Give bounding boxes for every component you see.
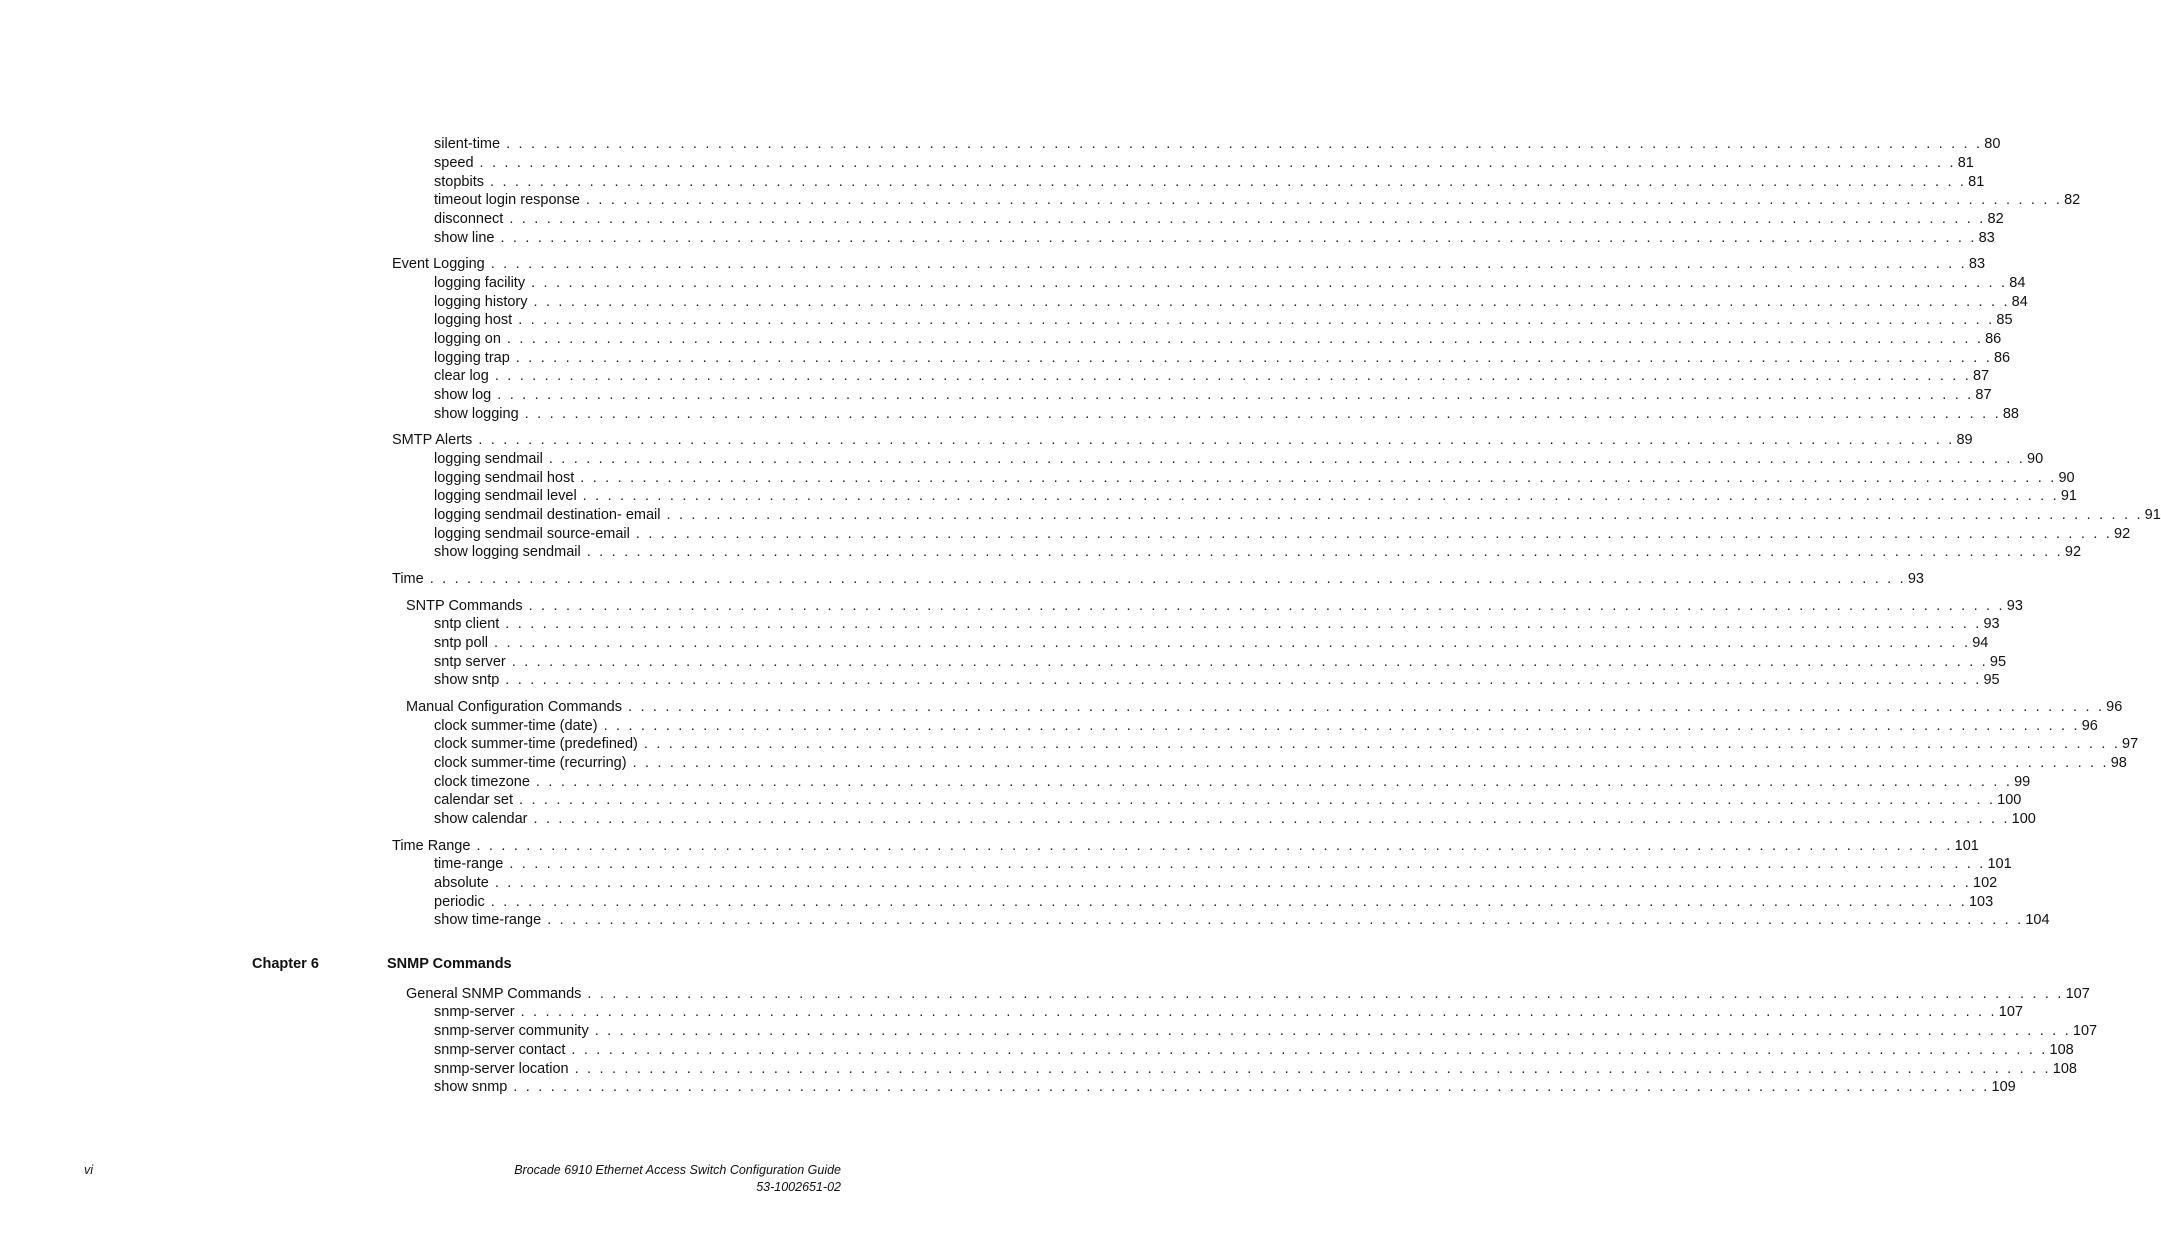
toc-entry[interactable] [434, 543, 2082, 562]
toc-entry[interactable] [434, 810, 2036, 829]
dot-leader: . . . . . . . . . . . . . . . . . . . . . . . . . . . . . . . . . . . . . . . . . . . . . . . . . . . . . . . . . . . . . . . . . . . . . . . . . . . . . . . . . . . . . . . . . . . . . . . . . . . . . . . . . . . . . . . . . . . . . . . [494, 875, 1971, 891]
dot-leader: . . . . . . . . . . . . . . . . . . . . . . . . . . . . . . . . . . . . . . . . . . . . . . . . . . . . . . . . . . . . . . . . . . . . . . . . . . . . . . . . . . . . . . . . . . . . . . . . . . . . . . . . . . . . . . . . . . . . . . . [506, 331, 1984, 347]
toc-entry-title: logging history [434, 294, 528, 310]
toc-entry-page: 90 [2058, 470, 2075, 486]
dot-leader: . . . . . . . . . . . . . . . . . . . . . . . . . . . . . . . . . . . . . . . . . . . . . . . . . . . . . . . . . . . . . . . . . . . . . . . . . . . . . . . . . . . . . . . . . . . . . . . . . . . . . . . . . . . . . . . . . . . . . . . [524, 406, 2001, 422]
toc-entry-title: Time Range [392, 838, 471, 854]
toc-entry-page: 84 [2009, 275, 2026, 291]
dot-leader: . . . . . . . . . . . . . . . . . . . . . . . . . . . . . . . . . . . . . . . . . . . . . . . . . . . . . . . . . . . . . . . . . . . . . . . . . . . . . . . . . . . . . . . . . . . . . . . . . . . . . . . . . . . . . . . . . . . . . . . [574, 1061, 2051, 1077]
chapter-title: SNMP Commands [387, 956, 512, 972]
toc-entry-page: 98 [2110, 755, 2127, 771]
toc-entry-page: 93 [2006, 598, 2023, 614]
toc-entry-title: show log [434, 387, 492, 403]
toc-entry[interactable] [434, 469, 2075, 488]
toc-entry[interactable] [434, 525, 2131, 544]
toc-entry-page: 96 [2106, 699, 2123, 715]
toc-entry-page: 99 [2014, 774, 2031, 790]
dot-leader: . . . . . . . . . . . . . . . . . . . . . . . . . . . . . . . . . . . . . . . . . . . . . . . . . . . . . . . . . . . . . . . . . . . . . . . . . . . . . . . . . . . . . . . . . . . . . . . . . . . . . . . . . . . . . . . . . . . . . . . [531, 275, 2008, 291]
toc-entry-page: 104 [2025, 912, 2050, 928]
dot-leader: . . . . . . . . . . . . . . . . . . . . . . . . . . . . . . . . . . . . . . . . . . . . . . . . . . . . . . . . . . . . . . . . . . . . . . . . . . . . . . . . . . . . . . . . . . . . . . . . . . . . . . . . . . . . . . . . . . . . . . . [478, 432, 1955, 448]
toc-entry-page: 91 [2060, 488, 2077, 504]
toc-entry-page: 85 [1996, 312, 2013, 328]
dot-leader: . . . . . . . . . . . . . . . . . . . . . . . . . . . . . . . . . . . . . . . . . . . . . . . . . . . . . . . . . . . . . . . . . . . . . . . . . . . . . . . . . . . . . . . . . . . . . . . . . . . . . . . . . . . . . . . . . . . . . . . [571, 1042, 2048, 1058]
toc-entry[interactable] [434, 330, 2002, 349]
toc-entry-page: 92 [2064, 544, 2082, 560]
toc-entry-title: snmp-server contact [434, 1042, 566, 1058]
toc-entry-title: logging sendmail destination- email [434, 507, 661, 523]
toc-entry[interactable] [434, 173, 1985, 192]
toc-entry-page: 103 [1968, 894, 1994, 910]
dot-leader: . . . . . . . . . . . . . . . . . . . . . . . . . . . . . . . . . . . . . . . . . . . . . . . . . . . . . . . . . . . . . . . . . . . . . . . . . . . . . . . . . . . . . . . . . . . . . . . . . . . . . . . . . . . . . . . . . . . . . . . [479, 155, 1956, 171]
toc-entry-title: clock summer-time (date) [434, 718, 598, 734]
toc-entry[interactable] [434, 773, 2031, 792]
dot-leader: . . . . . . . . . . . . . . . . . . . . . . . . . . . . . . . . . . . . . . . . . . . . . . . . . . . . . . . . . . . . . . . . . . . . . . . . . . . . . . . . . . . . . . . . . . . . . . . . . . . . . . . . . . . . . . . . . . . . . . . [548, 451, 2025, 467]
toc-entry-title: sntp client [434, 616, 500, 632]
dot-leader: . . . . . . . . . . . . . . . . . . . . . . . . . . . . . . . . . . . . . . . . . . . . . . . . . . . . . . . . . . . . . . . . . . . . . . . . . . . . . . . . . . . . . . . . . . . . . . . . . . . . . . . . . . . . . . . . . . . . . . . [520, 1004, 1997, 1020]
dot-leader: . . . . . . . . . . . . . . . . . . . . . . . . . . . . . . . . . . . . . . . . . . . . . . . . . . . . . . . . . . . . . . . . . . . . . . . . . . . . . . . . . . . . . . . . . . . . . . . . . . . . . . . . . . . . . . . . . . . . . . . [528, 598, 2005, 614]
toc-entry-title: show calendar [434, 811, 528, 827]
toc-entry[interactable] [434, 855, 2012, 874]
toc-entry-page: 95 [1989, 654, 2007, 670]
toc-entry-page: 80 [1984, 136, 2001, 152]
dot-leader: . . . . . . . . . . . . . . . . . . . . . . . . . . . . . . . . . . . . . . . . . . . . . . . . . . . . . . . . . . . . . . . . . . . . . . . . . . . . . . . . . . . . . . . . . . . . . . . . . . . . . . . . . . . . . . . . . . . . . . . [515, 350, 1992, 366]
toc-entry-title: timeout login response [434, 192, 580, 208]
toc-entry-title: show logging sendmail [434, 544, 581, 560]
toc-entry[interactable] [434, 653, 2007, 672]
toc-entry[interactable] [434, 229, 1995, 248]
toc-entry-title: SNTP Commands [406, 598, 523, 614]
dot-leader: . . . . . . . . . . . . . . . . . . . . . . . . . . . . . . . . . . . . . . . . . . . . . . . . . . . . . . . . . . . . . . . . . . . . . . . . . . . . . . . . . . . . . . . . . . . . . . . . . . . . . . . . . . . . . . . . . . . . . . . [509, 211, 1986, 227]
toc-entry-page: 82 [1987, 211, 2004, 227]
toc-entry[interactable] [434, 1022, 2098, 1041]
toc-entry-page: 87 [1972, 368, 1990, 384]
toc-entry-page: 95 [1983, 672, 2000, 688]
toc-entry[interactable] [434, 274, 2026, 293]
toc-entry-page: 108 [2052, 1061, 2077, 1077]
dot-leader: . . . . . . . . . . . . . . . . . . . . . . . . . . . . . . . . . . . . . . . . . . . . . . . . . . . . . . . . . . . . . . . . . . . . . . . . . . . . . . . . . . . . . . . . . . . . . . . . . . . . . . . . . . . . . . . . . . . . . . . [511, 654, 1988, 670]
toc-entry-title: Time [392, 571, 424, 587]
toc-entry-page: 94 [1972, 635, 1989, 651]
toc-entry[interactable] [434, 874, 1998, 893]
toc-entry[interactable] [434, 735, 2139, 754]
toc-entry-title: absolute [434, 875, 489, 891]
toc-entry-title: show time-range [434, 912, 542, 928]
toc-entry-title: logging facility [434, 275, 526, 291]
toc-entry-page: 82 [2064, 192, 2081, 208]
toc-entry-title: sntp poll [434, 635, 489, 651]
toc-entry[interactable] [434, 615, 2000, 634]
toc-entry-page: 100 [1997, 792, 2022, 808]
toc-entry-title: snmp-server community [434, 1023, 589, 1039]
toc-entry-title: disconnect [434, 211, 504, 227]
toc-entry-title: logging on [434, 331, 501, 347]
toc-entry[interactable] [434, 893, 1994, 912]
toc-entry-title: logging sendmail [434, 451, 543, 467]
toc-entry-page: 107 [2065, 986, 2090, 1002]
toc-entry-title: speed [434, 155, 474, 171]
toc-entry[interactable] [434, 191, 2081, 210]
dot-leader: . . . . . . . . . . . . . . . . . . . . . . . . . . . . . . . . . . . . . . . . . . . . . . . . . . . . . . . . . . . . . . . . . . . . . . . . . . . . . . . . . . . . . . . . . . . . . . . . . . . . . . . . . . . . . . . . . . . . . . . [603, 718, 2080, 734]
footer-doc-title: Brocade 6910 Ethernet Access Switch Configuration Guide [514, 1163, 841, 1177]
dot-leader: . . . . . . . . . . . . . . . . . . . . . . . . . . . . . . . . . . . . . . . . . . . . . . . . . . . . . . . . . . . . . . . . . . . . . . . . . . . . . . . . . . . . . . . . . . . . . . . . . . . . . . . . . . . . . . . . . . . . . . . [585, 192, 2063, 208]
toc-entry-page: 90 [2027, 451, 2044, 467]
dot-leader: . . . . . . . . . . . . . . . . . . . . . . . . . . . . . . . . . . . . . . . . . . . . . . . . . . . . . . . . . . . . . . . . . . . . . . . . . . . . . . . . . . . . . . . . . . . . . . . . . . . . . . . . . . . . . . . . . . . . . . . [586, 544, 2063, 560]
toc-entry-title: logging sendmail level [434, 488, 577, 504]
toc-entry[interactable] [434, 1041, 2074, 1060]
toc-entry-title: logging sendmail source-email [434, 526, 630, 542]
toc-entry-page: 100 [2011, 811, 2036, 827]
dot-leader: . . . . . . . . . . . . . . . . . . . . . . . . . . . . . . . . . . . . . . . . . . . . . . . . . . . . . . . . . . . . . . . . . . . . . . . . . . . . . . . . . . . . . . . . . . . . . . . . . . . . . . . . . . . . . . . . . . . . . . . [587, 986, 2064, 1002]
toc-entry-page: 93 [1907, 571, 1924, 587]
toc-entry-title: clock timezone [434, 774, 530, 790]
toc-entry[interactable] [392, 837, 1979, 856]
toc-entry[interactable] [434, 1078, 2016, 1097]
dot-leader: . . . . . . . . . . . . . . . . . . . . . . . . . . . . . . . . . . . . . . . . . . . . . . . . . . . . . . . . . . . . . . . . . . . . . . . . . . . . . . . . . . . . . . . . . . . . . . . . . . . . . . . . . . . . . . . . . . . . . . . [547, 912, 2024, 928]
toc-entry-page: 84 [2011, 294, 2028, 310]
toc-entry-page: 96 [2081, 718, 2098, 734]
chapter-label: Chapter 6 [252, 956, 319, 972]
toc-entry-page: 89 [1956, 432, 1973, 448]
dot-leader: . . . . . . . . . . . . . . . . . . . . . . . . . . . . . . . . . . . . . . . . . . . . . . . . . . . . . . . . . . . . . . . . . . . . . . . . . . . . . . . . . . . . . . . . . . . . . . . . . . . . . . . . . . . . . . . . . . . . . . . [594, 1023, 2071, 1039]
toc-entry-page: 81 [1968, 174, 1985, 190]
toc-entry[interactable] [392, 431, 1973, 450]
toc-entry-title: logging trap [434, 350, 510, 366]
dot-leader: . . . . . . . . . . . . . . . . . . . . . . . . . . . . . . . . . . . . . . . . . . . . . . . . . . . . . . . . . . . . . . . . . . . . . . . . . . . . . . . . . . . . . . . . . . . . . . . . . . . . . . . . . . . . . . . . . . . . . . . [533, 294, 2010, 310]
toc-entry-title: clear log [434, 368, 489, 384]
toc-entry[interactable] [434, 210, 2004, 229]
toc-entry-title: snmp-server [434, 1004, 515, 1020]
toc-entry-page: 86 [1985, 331, 2002, 347]
dot-leader: . . . . . . . . . . . . . . . . . . . . . . . . . . . . . . . . . . . . . . . . . . . . . . . . . . . . . . . . . . . . . . . . . . . . . . . . . . . . . . . . . . . . . . . . . . . . . . . . . . . . . . . . . . . . . . . . . . . . . . . [635, 526, 2113, 542]
toc-entry-page: 102 [1973, 875, 1998, 891]
dot-leader: . . . . . . . . . . . . . . . . . . . . . . . . . . . . . . . . . . . . . . . . . . . . . . . . . . . . . . . . . . . . . . . . . . . . . . . . . . . . . . . . . . . . . . . . . . . . . . . . . . . . . . . . . . . . . . . . . . . . . . . [497, 387, 1974, 403]
dot-leader: . . . . . . . . . . . . . . . . . . . . . . . . . . . . . . . . . . . . . . . . . . . . . . . . . . . . . . . . . . . . . . . . . . . . . . . . . . . . . . . . . . . . . . . . . . . . . . . . . . . . . . . . . . . . . . . . . . . . . . . [490, 256, 1967, 272]
dot-leader: . . . . . . . . . . . . . . . . . . . . . . . . . . . . . . . . . . . . . . . . . . . . . . . . . . . . . . . . . . . . . . . . . . . . . . . . . . . . . . . . . . . . . . . . . . . . . . . . . . . . . . . . . . . . . . . . . . . . . . . [476, 838, 1953, 854]
toc-entry[interactable] [392, 570, 1924, 589]
toc-entry-title: show snmp [434, 1079, 508, 1095]
dot-leader: . . . . . . . . . . . . . . . . . . . . . . . . . . . . . . . . . . . . . . . . . . . . . . . . . . . . . . . . . . . . . . . . . . . . . . . . . . . . . . . . . . . . . . . . . . . . . . . . . . . . . . . . . . . . . . . . . . . . . . . [429, 571, 1906, 587]
toc-entry[interactable] [434, 506, 2161, 525]
toc-entry[interactable] [434, 487, 2077, 506]
toc-entry-title: SMTP Alerts [392, 432, 473, 448]
toc-entry-page: 83 [1978, 230, 1995, 246]
dot-leader: . . . . . . . . . . . . . . . . . . . . . . . . . . . . . . . . . . . . . . . . . . . . . . . . . . . . . . . . . . . . . . . . . . . . . . . . . . . . . . . . . . . . . . . . . . . . . . . . . . . . . . . . . . . . . . . . . . . . . . . [500, 230, 1977, 246]
toc-entry-title: show line [434, 230, 495, 246]
footer-doc-number: 53-1002651-02 [756, 1180, 841, 1194]
toc-entry[interactable] [406, 985, 2090, 1004]
toc-entry[interactable] [434, 717, 2098, 736]
toc-entry-title: show sntp [434, 672, 500, 688]
dot-leader: . . . . . . . . . . . . . . . . . . . . . . . . . . . . . . . . . . . . . . . . . . . . . . . . . . . . . . . . . . . . . . . . . . . . . . . . . . . . . . . . . . . . . . . . . . . . . . . . . . . . . . . . . . . . . . . . . . . . . . . [506, 136, 1983, 152]
toc-entry[interactable] [434, 791, 2022, 810]
dot-leader: . . . . . . . . . . . . . . . . . . . . . . . . . . . . . . . . . . . . . . . . . . . . . . . . . . . . . . . . . . . . . . . . . . . . . . . . . . . . . . . . . . . . . . . . . . . . . . . . . . . . . . . . . . . . . . . . . . . . . . . [519, 792, 1996, 808]
toc-entry-page: 101 [1954, 838, 1979, 854]
toc-entry-title: sntp server [434, 654, 506, 670]
toc-entry[interactable] [434, 405, 2019, 424]
dot-leader: . . . . . . . . . . . . . . . . . . . . . . . . . . . . . . . . . . . . . . . . . . . . . . . . . . . . . . . . . . . . . . . . . . . . . . . . . . . . . . . . . . . . . . . . . . . . . . . . . . . . . . . . . . . . . . . . . . . . . . . [509, 856, 1986, 872]
toc-entry-page: 93 [1983, 616, 2000, 632]
dot-leader: . . . . . . . . . . . . . . . . . . . . . . . . . . . . . . . . . . . . . . . . . . . . . . . . . . . . . . . . . . . . . . . . . . . . . . . . . . . . . . . . . . . . . . . . . . . . . . . . . . . . . . . . . . . . . . . . . . . . . . . [494, 635, 1971, 651]
dot-leader: . . . . . . . . . . . . . . . . . . . . . . . . . . . . . . . . . . . . . . . . . . . . . . . . . . . . . . . . . . . . . . . . . . . . . . . . . . . . . . . . . . . . . . . . . . . . . . . . . . . . . . . . . . . . . . . . . . . . . . . [533, 811, 2010, 827]
toc-entry-title: Manual Configuration Commands [406, 699, 622, 715]
toc-entry[interactable] [434, 367, 1990, 386]
dot-leader: . . . . . . . . . . . . . . . . . . . . . . . . . . . . . . . . . . . . . . . . . . . . . . . . . . . . . . . . . . . . . . . . . . . . . . . . . . . . . . . . . . . . . . . . . . . . . . . . . . . . . . . . . . . . . . . . . . . . . . . [628, 699, 2105, 715]
dot-leader: . . . . . . . . . . . . . . . . . . . . . . . . . . . . . . . . . . . . . . . . . . . . . . . . . . . . . . . . . . . . . . . . . . . . . . . . . . . . . . . . . . . . . . . . . . . . . . . . . . . . . . . . . . . . . . . . . . . . . . . [518, 312, 1995, 328]
toc-entry[interactable] [434, 293, 2028, 312]
toc-entry[interactable] [434, 450, 2044, 469]
toc-entry-title: stopbits [434, 174, 484, 190]
dot-leader: . . . . . . . . . . . . . . . . . . . . . . . . . . . . . . . . . . . . . . . . . . . . . . . . . . . . . . . . . . . . . . . . . . . . . . . . . . . . . . . . . . . . . . . . . . . . . . . . . . . . . . . . . . . . . . . . . . . . . . . [505, 672, 1982, 688]
toc-entry[interactable] [434, 386, 1992, 405]
toc-entry-title: time-range [434, 856, 504, 872]
toc-entry-page: 88 [2002, 406, 2019, 422]
toc-entry[interactable] [434, 671, 2000, 690]
dot-leader: . . . . . . . . . . . . . . . . . . . . . . . . . . . . . . . . . . . . . . . . . . . . . . . . . . . . . . . . . . . . . . . . . . . . . . . . . . . . . . . . . . . . . . . . . . . . . . . . . . . . . . . . . . . . . . . . . . . . . . . [505, 616, 1982, 632]
toc-entry[interactable] [434, 754, 2127, 773]
dot-leader: . . . . . . . . . . . . . . . . . . . . . . . . . . . . . . . . . . . . . . . . . . . . . . . . . . . . . . . . . . . . . . . . . . . . . . . . . . . . . . . . . . . . . . . . . . . . . . . . . . . . . . . . . . . . . . . . . . . . . . . [666, 507, 2143, 523]
toc-entry[interactable] [434, 911, 2050, 930]
dot-leader: . . . . . . . . . . . . . . . . . . . . . . . . . . . . . . . . . . . . . . . . . . . . . . . . . . . . . . . . . . . . . . . . . . . . . . . . . . . . . . . . . . . . . . . . . . . . . . . . . . . . . . . . . . . . . . . . . . . . . . . [535, 774, 2013, 790]
dot-leader: . . . . . . . . . . . . . . . . . . . . . . . . . . . . . . . . . . . . . . . . . . . . . . . . . . . . . . . . . . . . . . . . . . . . . . . . . . . . . . . . . . . . . . . . . . . . . . . . . . . . . . . . . . . . . . . . . . . . . . . [489, 174, 1967, 190]
toc-entry-title: calendar set [434, 792, 513, 808]
dot-leader: . . . . . . . . . . . . . . . . . . . . . . . . . . . . . . . . . . . . . . . . . . . . . . . . . . . . . . . . . . . . . . . . . . . . . . . . . . . . . . . . . . . . . . . . . . . . . . . . . . . . . . . . . . . . . . . . . . . . . . . [632, 755, 2109, 771]
toc-entry-page: 91 [2144, 507, 2161, 523]
toc-entry-page: 101 [1987, 856, 2012, 872]
toc-entry-page: 81 [1957, 155, 1974, 171]
toc-entry[interactable] [406, 698, 2123, 717]
toc-entry[interactable] [392, 255, 1986, 274]
dot-leader: . . . . . . . . . . . . . . . . . . . . . . . . . . . . . . . . . . . . . . . . . . . . . . . . . . . . . . . . . . . . . . . . . . . . . . . . . . . . . . . . . . . . . . . . . . . . . . . . . . . . . . . . . . . . . . . . . . . . . . . [643, 736, 2121, 752]
dot-leader: . . . . . . . . . . . . . . . . . . . . . . . . . . . . . . . . . . . . . . . . . . . . . . . . . . . . . . . . . . . . . . . . . . . . . . . . . . . . . . . . . . . . . . . . . . . . . . . . . . . . . . . . . . . . . . . . . . . . . . . [580, 470, 2057, 486]
toc-entry[interactable] [434, 1060, 2077, 1079]
dot-leader: . . . . . . . . . . . . . . . . . . . . . . . . . . . . . . . . . . . . . . . . . . . . . . . . . . . . . . . . . . . . . . . . . . . . . . . . . . . . . . . . . . . . . . . . . . . . . . . . . . . . . . . . . . . . . . . . . . . . . . . [490, 894, 1967, 910]
toc-entry-title: Event Logging [392, 256, 485, 272]
toc-entry-title: logging host [434, 312, 513, 328]
toc-entry[interactable] [434, 154, 1974, 173]
toc-entry-page: 92 [2114, 526, 2131, 542]
toc-entry[interactable] [434, 349, 2011, 368]
toc-entry-title: snmp-server location [434, 1061, 569, 1077]
toc-entry-page: 107 [1998, 1004, 2023, 1020]
dot-leader: . . . . . . . . . . . . . . . . . . . . . . . . . . . . . . . . . . . . . . . . . . . . . . . . . . . . . . . . . . . . . . . . . . . . . . . . . . . . . . . . . . . . . . . . . . . . . . . . . . . . . . . . . . . . . . . . . . . . . . . [513, 1079, 1990, 1095]
toc-entry-page: 108 [2049, 1042, 2074, 1058]
toc-entry-page: 86 [1993, 350, 2011, 366]
toc-entry[interactable] [434, 634, 1989, 653]
toc-entry-page: 87 [1975, 387, 1992, 403]
toc-entry-title: show logging [434, 406, 519, 422]
footer-page-number: vi [84, 1163, 94, 1177]
toc-entry-title: General SNMP Commands [406, 986, 582, 1002]
toc-entry[interactable] [406, 597, 2023, 616]
toc-entry-title: logging sendmail host [434, 470, 575, 486]
dot-leader: . . . . . . . . . . . . . . . . . . . . . . . . . . . . . . . . . . . . . . . . . . . . . . . . . . . . . . . . . . . . . . . . . . . . . . . . . . . . . . . . . . . . . . . . . . . . . . . . . . . . . . . . . . . . . . . . . . . . . . . [582, 488, 2059, 504]
toc-entry-title: clock summer-time (recurring) [434, 755, 627, 771]
toc-entry-page: 97 [2122, 736, 2139, 752]
toc-entry[interactable] [434, 135, 2001, 154]
toc-entry-title: silent-time [434, 136, 501, 152]
toc-entry-page: 83 [1968, 256, 1986, 272]
toc-entry-page: 109 [1991, 1079, 2016, 1095]
toc-entry-page: 107 [2072, 1023, 2098, 1039]
dot-leader: . . . . . . . . . . . . . . . . . . . . . . . . . . . . . . . . . . . . . . . . . . . . . . . . . . . . . . . . . . . . . . . . . . . . . . . . . . . . . . . . . . . . . . . . . . . . . . . . . . . . . . . . . . . . . . . . . . . . . . . [494, 368, 1971, 384]
toc-entry[interactable] [434, 311, 2013, 330]
toc-entry-title: periodic [434, 894, 485, 910]
toc-entry[interactable] [434, 1003, 2023, 1022]
toc-entry-title: clock summer-time (predefined) [434, 736, 638, 752]
